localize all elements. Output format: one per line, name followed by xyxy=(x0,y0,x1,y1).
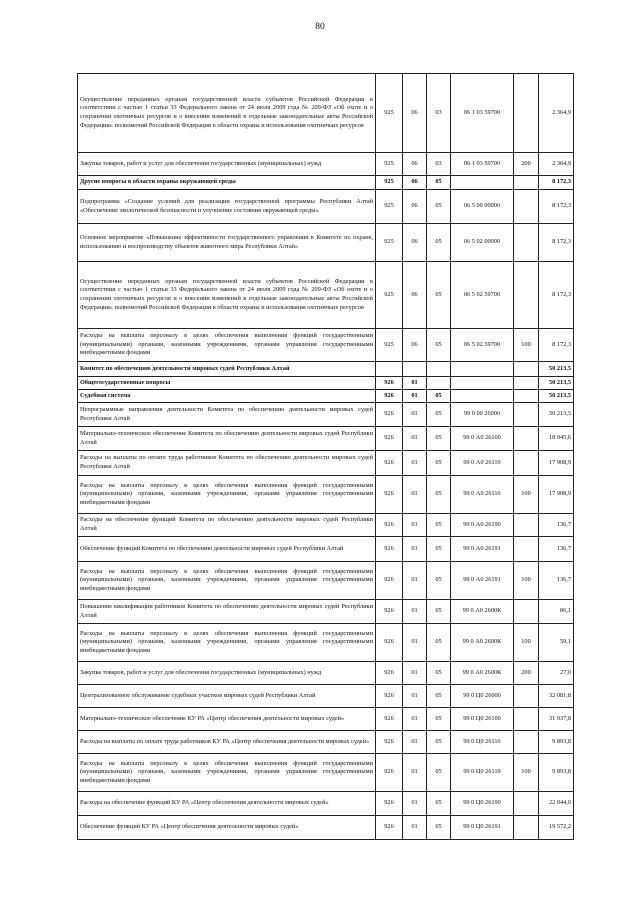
row-description: Комитет по обеспечению деятельности мировых судей Республики Алтай xyxy=(78,362,376,377)
row-section-code: 06 xyxy=(403,176,427,190)
row-section-code: 01 xyxy=(403,792,427,816)
row-grbs-code: 926 xyxy=(376,754,403,792)
row-subsection-code: 05 xyxy=(427,476,451,514)
row-subsection-code: 05 xyxy=(427,685,451,708)
row-section-code: 01 xyxy=(403,403,427,427)
row-expense-type xyxy=(514,176,539,190)
row-grbs-code: 926 xyxy=(376,600,403,624)
row-description: Судебная система xyxy=(78,390,376,403)
table-row xyxy=(78,816,574,840)
table-row xyxy=(78,792,574,816)
row-expense-type xyxy=(514,390,539,403)
table-row xyxy=(78,176,574,190)
budget-table xyxy=(77,73,574,840)
row-target-article xyxy=(451,390,514,403)
row-target-article: 99 0 Ц0 26110 xyxy=(451,754,514,792)
row-description: Материально-техническое обеспечение Комитета по обеспечению деятельности мировых судей Республики Алтай xyxy=(78,427,376,451)
row-subsection-code xyxy=(427,362,451,377)
row-expense-type: 100 xyxy=(514,562,539,600)
row-amount: 50 213,5 xyxy=(539,390,574,403)
row-subsection-code: 05 xyxy=(427,403,451,427)
table-row xyxy=(78,377,574,390)
row-amount: 2 364,9 xyxy=(539,153,574,176)
row-description: Закупка товаров, работ и услуг для обеспечения государственных (муниципальных) нужд xyxy=(78,153,376,176)
row-subsection-code: 03 xyxy=(427,74,451,153)
row-grbs-code: 926 xyxy=(376,377,403,390)
row-grbs-code: 926 xyxy=(376,514,403,537)
row-expense-type xyxy=(514,224,539,262)
row-expense-type xyxy=(514,708,539,731)
row-subsection-code: 05 xyxy=(427,390,451,403)
row-target-article: 99 0 Ц0 26191 xyxy=(451,816,514,840)
row-expense-type xyxy=(514,792,539,816)
row-section-code: 01 xyxy=(403,390,427,403)
row-section-code: 01 xyxy=(403,662,427,685)
table-row xyxy=(78,624,574,662)
row-amount: 31 937,8 xyxy=(539,708,574,731)
row-target-article: 99 0 А0 26100 xyxy=(451,427,514,451)
row-grbs-code: 926 xyxy=(376,792,403,816)
row-grbs-code: 926 xyxy=(376,403,403,427)
row-section-code: 01 xyxy=(403,624,427,662)
row-section-code: 01 xyxy=(403,708,427,731)
row-grbs-code: 926 xyxy=(376,624,403,662)
row-section-code: 06 xyxy=(403,153,427,176)
row-description: Осуществление переданных органам государственной власти субъектов Российской Федерации в соответствии с частью 1 статьи 33 Федерального закона от 24 июля 2009 года № 209-ФЗ «Об охоте и о сохранении охотничьих ресурсов и о внесении изменений в отдельные законодательные акты Российской Федерации» полномочий Российской Федерации в области охраны и использования охотничьих ресурсов xyxy=(78,74,376,153)
row-expense-type: 100 xyxy=(514,754,539,792)
row-target-article: 99 0 Ц0 26000 xyxy=(451,685,514,708)
row-description: Расходы на выплаты персоналу в целях обеспечения выполнения функций государственными (муниципальными) органами, казенными учреждениями, органами управления государственными внебюджетными фондами xyxy=(78,624,376,662)
row-subsection-code: 05 xyxy=(427,451,451,476)
table-row xyxy=(78,662,574,685)
row-amount: 17 908,9 xyxy=(539,451,574,476)
row-grbs-code: 926 xyxy=(376,662,403,685)
row-section-code: 06 xyxy=(403,224,427,262)
row-target-article: 99 0 А0 2600К xyxy=(451,600,514,624)
row-amount: 8 172,3 xyxy=(539,190,574,224)
row-description: Закупка товаров, работ и услуг для обеспечения государственных (муниципальных) нужд xyxy=(78,662,376,685)
table-row xyxy=(78,685,574,708)
row-description: Подпрограмма «Создание условий для реализации государственной программы Республики Алтай «Обеспечение экологической безопасности и улучшение состояния окружающей среды» xyxy=(78,190,376,224)
row-target-article: 99 0 А0 26110 xyxy=(451,451,514,476)
row-grbs-code: 926 xyxy=(376,537,403,562)
row-amount: 2 364,9 xyxy=(539,74,574,153)
row-grbs-code: 925 xyxy=(376,74,403,153)
row-subsection-code: 03 xyxy=(427,153,451,176)
row-expense-type: 100 xyxy=(514,476,539,514)
row-description: Основное мероприятие «Повышение эффективности государственного управления в Комитете по охране, использованию и воспроизводству объектов животного мира Республики Алтай» xyxy=(78,224,376,262)
row-description: Другие вопросы в области охраны окружающей среды xyxy=(78,176,376,190)
table-body xyxy=(78,74,574,840)
row-subsection-code: 05 xyxy=(427,562,451,600)
row-description: Осуществление переданных органам государственной власти субъектов Российской Федерации в соответствии с частью 1 статьи 33 Федерального закона от 24 июля 2009 года № 209-ФЗ «Об охоте и о сохранении охотничьих ресурсов и о внесении изменений в отдельные законодательные акты Российской Федерации» полномочий Российской Федерации в области охраны и использования охотничьих ресурсов xyxy=(78,262,376,329)
row-section-code: 06 xyxy=(403,74,427,153)
row-amount: 86,1 xyxy=(539,600,574,624)
row-description: Повышение квалификации работников Комитета по обеспечению деятельности мировых судей Республики Алтай xyxy=(78,600,376,624)
row-target-article: 06 5 00 00000 xyxy=(451,190,514,224)
row-amount: 59,1 xyxy=(539,624,574,662)
row-section-code: 01 xyxy=(403,476,427,514)
table-row xyxy=(78,562,574,600)
row-target-article: 99 0 00 26000 xyxy=(451,403,514,427)
row-target-article: 99 0 Ц0 26190 xyxy=(451,792,514,816)
table-row xyxy=(78,224,574,262)
table-row xyxy=(78,262,574,329)
row-description: Расходы на выплаты персоналу в целях обеспечения выполнения функций государственными (муниципальными) органами, казенными учреждениями, органами управления государственными внебюджетными фондами xyxy=(78,476,376,514)
row-amount: 50 213,5 xyxy=(539,362,574,377)
row-target-article: 99 0 А0 2600К xyxy=(451,662,514,685)
page-number: 80 xyxy=(315,22,325,32)
row-section-code: 01 xyxy=(403,377,427,390)
row-expense-type xyxy=(514,74,539,153)
row-subsection-code: 05 xyxy=(427,262,451,329)
row-subsection-code: 05 xyxy=(427,224,451,262)
row-subsection-code: 05 xyxy=(427,731,451,754)
row-subsection-code: 05 xyxy=(427,537,451,562)
row-subsection-code: 05 xyxy=(427,514,451,537)
row-subsection-code: 05 xyxy=(427,708,451,731)
row-description: Расходы на обеспечение функций Комитета по обеспечению деятельности мировых судей Республики Алтай xyxy=(78,514,376,537)
row-grbs-code: 925 xyxy=(376,224,403,262)
table-row xyxy=(78,451,574,476)
row-grbs-code: 926 xyxy=(376,562,403,600)
row-expense-type: 100 xyxy=(514,624,539,662)
row-expense-type: 200 xyxy=(514,662,539,685)
row-expense-type xyxy=(514,403,539,427)
table-row xyxy=(78,514,574,537)
row-amount: 8 172,3 xyxy=(539,262,574,329)
row-expense-type xyxy=(514,427,539,451)
row-target-article: 99 0 А0 26190 xyxy=(451,514,514,537)
row-subsection-code: 05 xyxy=(427,190,451,224)
row-expense-type xyxy=(514,262,539,329)
row-section-code: 06 xyxy=(403,329,427,362)
row-expense-type xyxy=(514,190,539,224)
row-subsection-code: 05 xyxy=(427,624,451,662)
row-target-article: 99 0 А0 2600К xyxy=(451,624,514,662)
table-row xyxy=(78,390,574,403)
row-subsection-code: 05 xyxy=(427,176,451,190)
row-expense-type xyxy=(514,514,539,537)
row-section-code: 01 xyxy=(403,754,427,792)
row-grbs-code: 925 xyxy=(376,329,403,362)
row-amount: 8 172,3 xyxy=(539,224,574,262)
row-description: Непрограммные направления деятельности Комитета по обеспечению деятельности мировых судей Республики Алтай xyxy=(78,403,376,427)
table-row xyxy=(78,427,574,451)
row-description: Расходы на обеспечение функций КУ РА «Центр обеспечения деятельности мировых судей» xyxy=(78,792,376,816)
row-expense-type: 200 xyxy=(514,153,539,176)
row-subsection-code: 05 xyxy=(427,754,451,792)
row-description: Расходы на выплаты по оплате труда работников КУ РА «Центр обеспечения деятельности мировых судей» xyxy=(78,731,376,754)
row-target-article: 06 1 03 59700 xyxy=(451,74,514,153)
row-section-code: 01 xyxy=(403,427,427,451)
row-grbs-code: 926 xyxy=(376,451,403,476)
row-description: Расходы на выплаты персоналу в целях обеспечения выполнения функций государственными (муниципальными) органами, казенными учреждениями, органами управления государственными внебюджетными фондами xyxy=(78,562,376,600)
table-row xyxy=(78,329,574,362)
row-subsection-code: 05 xyxy=(427,600,451,624)
row-section-code xyxy=(403,362,427,377)
row-description: Обеспечение функций КУ РА «Центр обеспечения деятельности мировых судей» xyxy=(78,816,376,840)
row-section-code: 06 xyxy=(403,262,427,329)
row-target-article: 99 0 А0 26191 xyxy=(451,537,514,562)
row-expense-type xyxy=(514,537,539,562)
row-grbs-code: 926 xyxy=(376,731,403,754)
row-section-code: 01 xyxy=(403,562,427,600)
row-subsection-code: 05 xyxy=(427,792,451,816)
table-row xyxy=(78,708,574,731)
row-description: Материально-техническое обеспечение КУ РА «Центр обеспечения деятельности мировых судей» xyxy=(78,708,376,731)
row-amount: 17 908,9 xyxy=(539,476,574,514)
row-subsection-code: 05 xyxy=(427,427,451,451)
table-row xyxy=(78,731,574,754)
row-amount: 19 572,2 xyxy=(539,816,574,840)
row-grbs-code: 926 xyxy=(376,427,403,451)
row-section-code: 01 xyxy=(403,685,427,708)
table-row xyxy=(78,190,574,224)
row-amount: 136,7 xyxy=(539,537,574,562)
row-section-code: 01 xyxy=(403,600,427,624)
row-description: Расходы на выплаты персоналу в целях обеспечения выполнения функций государственными (муниципальными) органами, казенными учреждениями, органами управления государственными внебюджетными фондами xyxy=(78,754,376,792)
row-description: Расходы на выплаты по оплате труда работников Комитета по обеспечению деятельности мировых судей Республики Алтай xyxy=(78,451,376,476)
table-row xyxy=(78,403,574,427)
row-target-article: 99 0 А0 26110 xyxy=(451,476,514,514)
row-section-code: 01 xyxy=(403,816,427,840)
row-expense-type xyxy=(514,600,539,624)
row-grbs-code: 925 xyxy=(376,190,403,224)
row-target-article: 06 5 02 59700 xyxy=(451,329,514,362)
table-row xyxy=(78,476,574,514)
table-row xyxy=(78,74,574,153)
row-description: Расходы на выплаты персоналу в целях обеспечения выполнения функций государственными (муниципальными) органами, казенными учреждениями, органами управления государственными внебюджетными фондами xyxy=(78,329,376,362)
table-row xyxy=(78,600,574,624)
row-grbs-code xyxy=(376,362,403,377)
row-target-article xyxy=(451,362,514,377)
row-amount: 8 172,3 xyxy=(539,329,574,362)
row-grbs-code: 926 xyxy=(376,708,403,731)
row-amount: 50 213,5 xyxy=(539,403,574,427)
row-description: Централизованное обслуживание судебных участков мировых судей Республики Алтай xyxy=(78,685,376,708)
row-amount: 50 213,5 xyxy=(539,377,574,390)
row-amount: 9 893,8 xyxy=(539,754,574,792)
row-grbs-code: 926 xyxy=(376,816,403,840)
table-row xyxy=(78,754,574,792)
row-section-code: 06 xyxy=(403,190,427,224)
row-grbs-code: 925 xyxy=(376,176,403,190)
row-target-article: 99 0 Ц0 26100 xyxy=(451,708,514,731)
row-target-article: 06 5 02 00000 xyxy=(451,224,514,262)
row-expense-type xyxy=(514,451,539,476)
row-section-code: 01 xyxy=(403,451,427,476)
row-target-article: 06 1 03 59700 xyxy=(451,153,514,176)
table-row xyxy=(78,362,574,377)
row-target-article: 99 0 Ц0 26110 xyxy=(451,731,514,754)
row-section-code: 01 xyxy=(403,537,427,562)
row-amount: 18 045,6 xyxy=(539,427,574,451)
row-grbs-code: 926 xyxy=(376,390,403,403)
row-expense-type xyxy=(514,816,539,840)
row-subsection-code xyxy=(427,377,451,390)
row-grbs-code: 925 xyxy=(376,262,403,329)
row-grbs-code: 926 xyxy=(376,476,403,514)
row-description: Обеспечение функций Комитета по обеспечению деятельности мировых судей Республики Алтай xyxy=(78,537,376,562)
row-subsection-code: 05 xyxy=(427,329,451,362)
row-expense-type xyxy=(514,377,539,390)
row-amount: 9 893,8 xyxy=(539,731,574,754)
row-target-article: 99 0 А0 26191 xyxy=(451,562,514,600)
row-amount: 136,7 xyxy=(539,514,574,537)
row-section-code: 01 xyxy=(403,731,427,754)
row-description: Общегосударственные вопросы xyxy=(78,377,376,390)
row-amount: 8 172,3 xyxy=(539,176,574,190)
row-subsection-code: 05 xyxy=(427,662,451,685)
row-expense-type xyxy=(514,731,539,754)
row-expense-type xyxy=(514,685,539,708)
row-expense-type: 100 xyxy=(514,329,539,362)
row-amount: 32 081,8 xyxy=(539,685,574,708)
row-grbs-code: 926 xyxy=(376,685,403,708)
row-amount: 22 044,0 xyxy=(539,792,574,816)
row-grbs-code: 925 xyxy=(376,153,403,176)
row-target-article xyxy=(451,377,514,390)
row-expense-type xyxy=(514,362,539,377)
row-amount: 27,0 xyxy=(539,662,574,685)
row-amount: 136,7 xyxy=(539,562,574,600)
row-subsection-code: 05 xyxy=(427,816,451,840)
row-target-article xyxy=(451,176,514,190)
table-row xyxy=(78,153,574,176)
row-target-article: 06 5 02 59700 xyxy=(451,262,514,329)
table-row xyxy=(78,537,574,562)
row-section-code: 01 xyxy=(403,514,427,537)
